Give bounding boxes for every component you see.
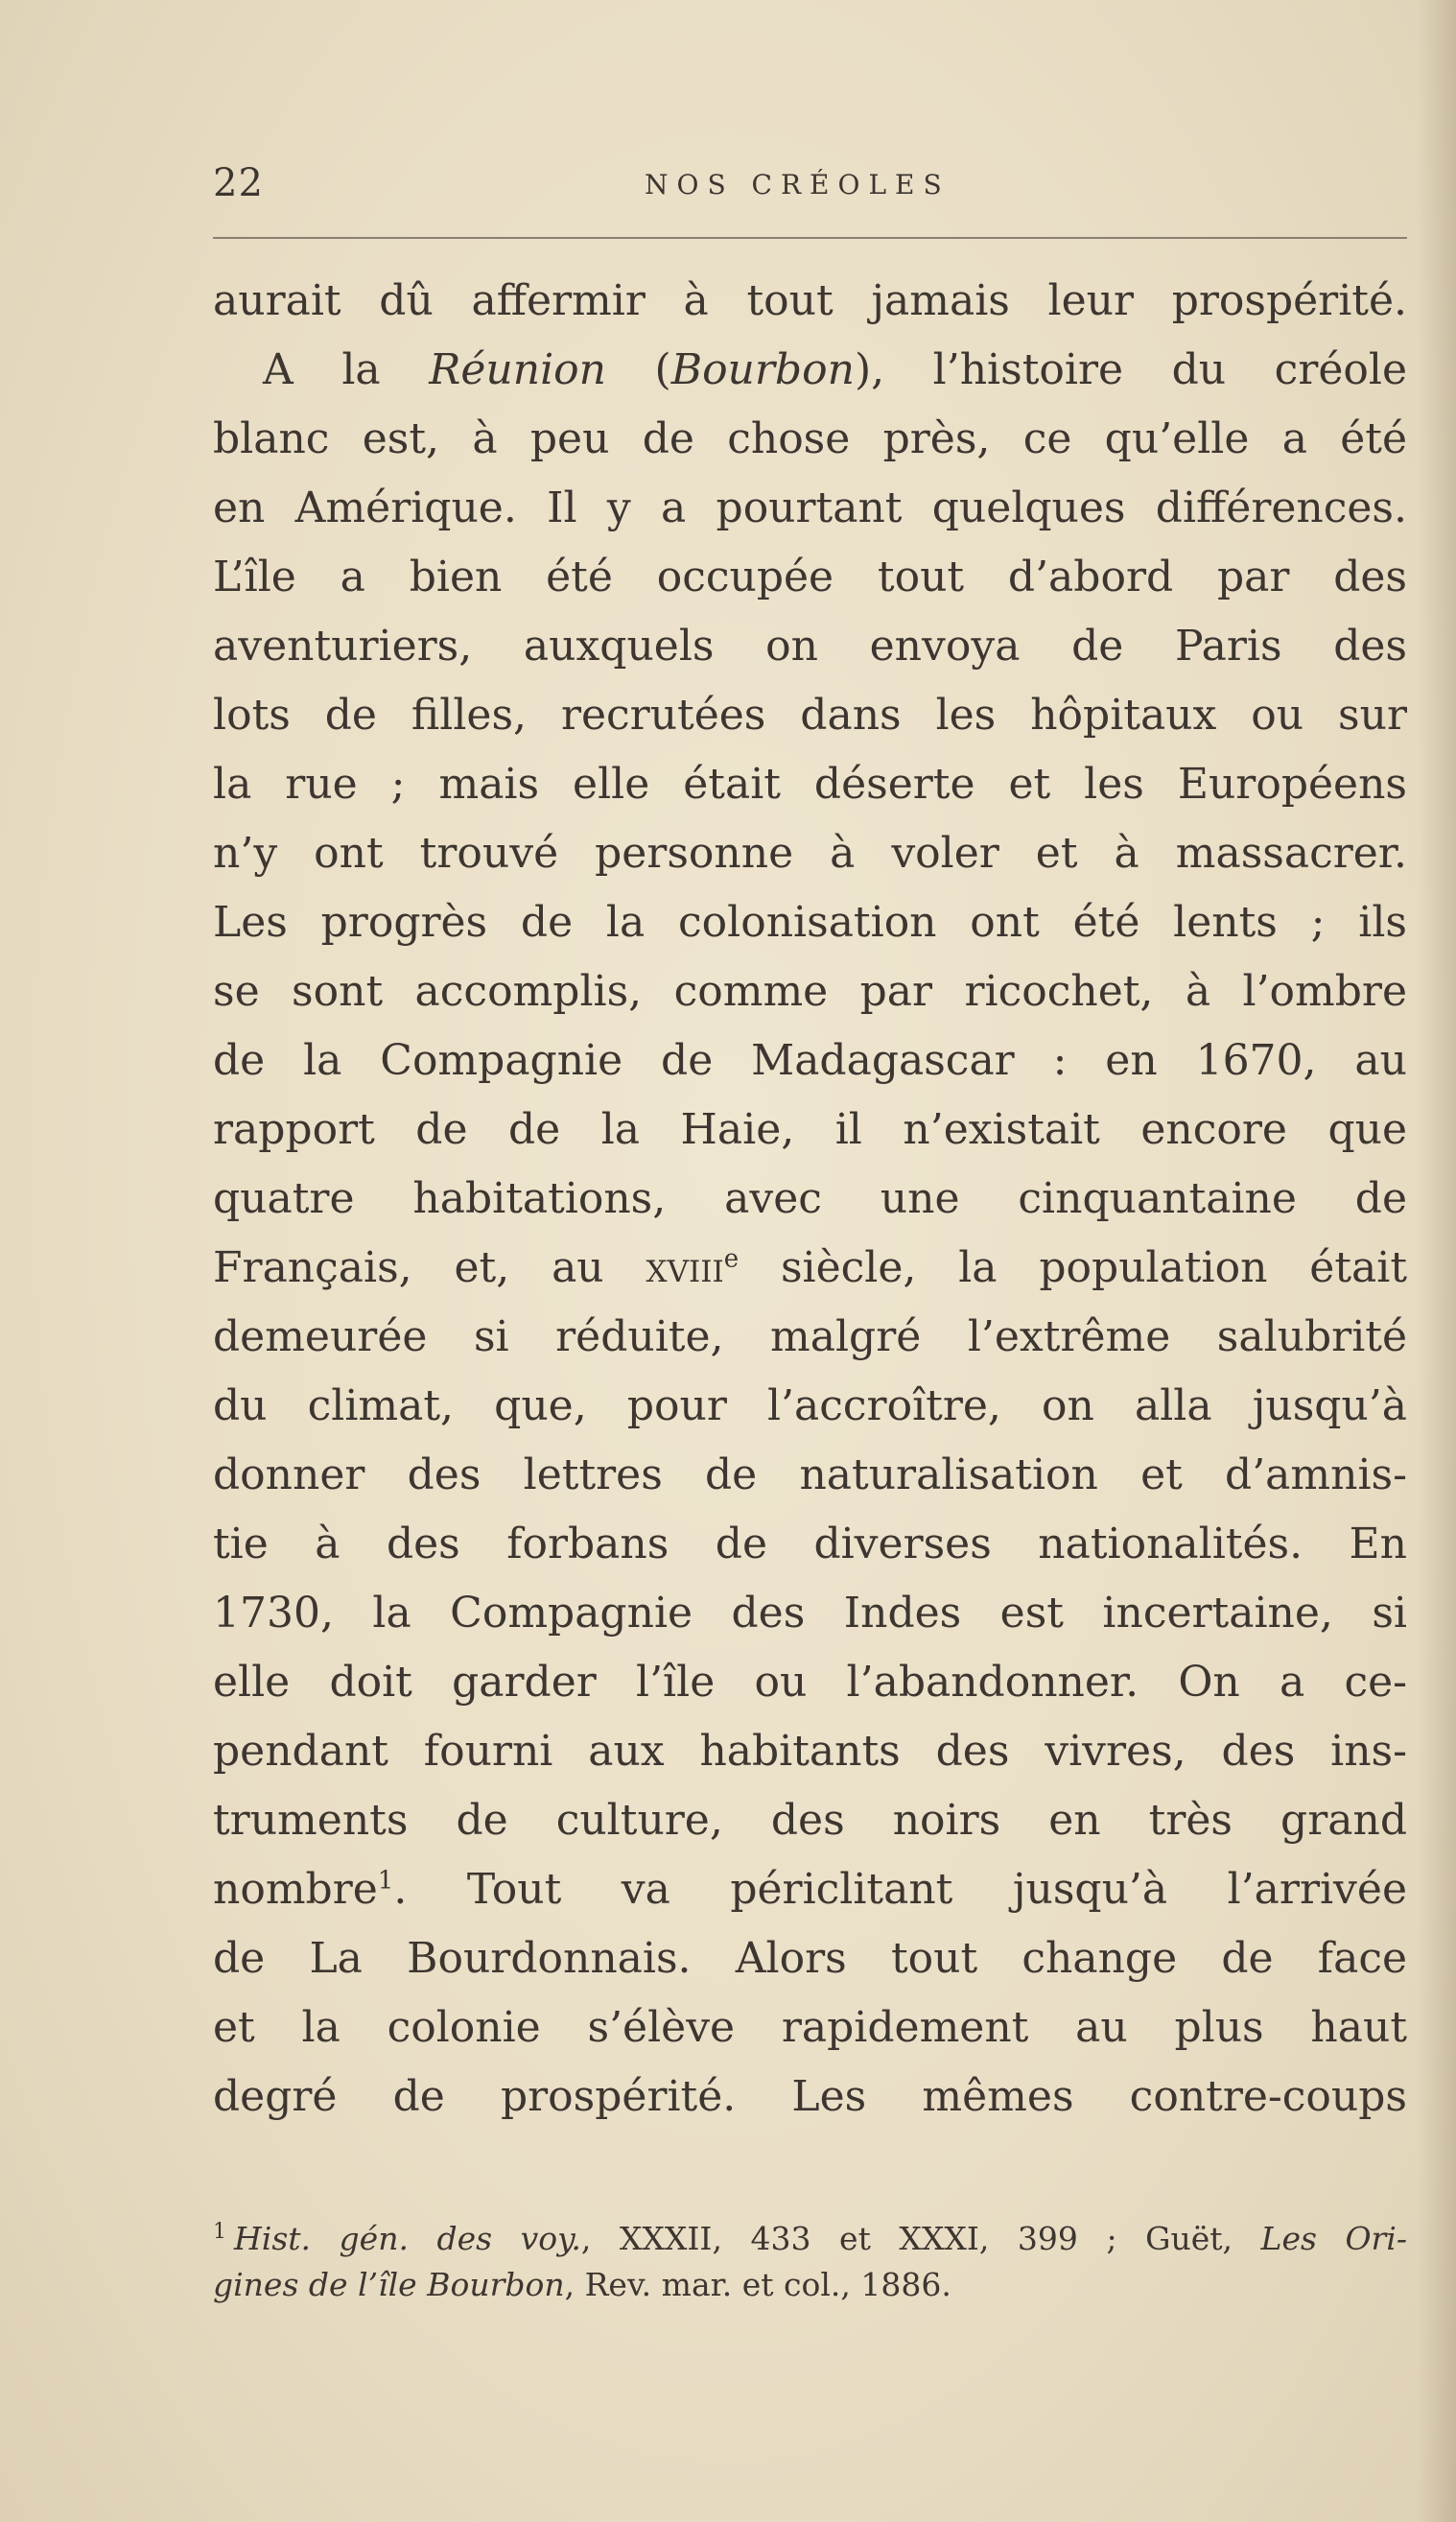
- text-segment: ), l’histoire du créole: [854, 345, 1407, 394]
- text-line: truments de culture, des noirs en très grand: [213, 1796, 1407, 1845]
- text-line: Les progrès de la colonisation ont été lents ; ils: [213, 898, 1407, 947]
- text-line: demeurée si réduite, malgré l’extrême salubrité: [213, 1312, 1407, 1361]
- text-segment: (: [605, 345, 671, 394]
- footnote-text: , Rev. mar. et col., 1886.: [564, 2266, 951, 2303]
- footnote-text: , XXXII, 433 et XXXI, 399 ; Guët,: [580, 2220, 1261, 2257]
- footnote-title: Les Ori-: [1260, 2220, 1407, 2257]
- text-segment: . Tout va périclitant jusqu’à l’arrivée: [393, 1865, 1407, 1914]
- place-name-reunion: Réunion: [429, 345, 606, 394]
- text-line: de la Compagnie de Madagascar : en 1670, au: [213, 1036, 1407, 1085]
- text-line: tie à des forbans de diverses nationalités. En: [213, 1520, 1407, 1568]
- text-line: [213, 336, 1407, 405]
- page-header: [213, 161, 1407, 209]
- text-line: aventuriers, auxquels on envoya de Paris des: [213, 622, 1407, 671]
- text-line: de La Bourdonnais. Alors tout change de face: [213, 1934, 1407, 1983]
- footnote-title: Hist. gén. des voy.: [234, 2220, 581, 2257]
- text-segment: Français, et, au: [213, 1243, 646, 1292]
- header-rule: [213, 237, 1407, 239]
- text-line: se sont accomplis, comme par ricochet, à l’ombre: [213, 967, 1407, 1016]
- text-line: rapport de de la Haie, il n’existait encore que: [213, 1105, 1407, 1154]
- footnote-mark: 1: [213, 2220, 226, 2244]
- text-line: [213, 1234, 1407, 1303]
- text-line: [213, 1855, 1407, 1924]
- text-line: et la colonie s’élève rapidement au plus haut: [213, 2003, 1407, 2052]
- text-segment: A la: [263, 345, 430, 394]
- text-line: la rue ; mais elle était déserte et les Européens: [213, 760, 1407, 809]
- text-line: pendant fourni aux habitants des vivres, des ins-: [213, 1727, 1407, 1776]
- footnote-title: gines de l’île Bourbon: [213, 2266, 565, 2303]
- page-number: 22: [213, 161, 264, 205]
- body-text: [213, 267, 1407, 2132]
- century-superscript: e: [723, 1244, 740, 1274]
- text-segment: nombre: [213, 1865, 378, 1914]
- text-line: du climat, que, pour l’accroître, on alla jusqu’à: [213, 1381, 1407, 1430]
- text-line: aurait dû affermir à tout jamais leur prospérité.: [213, 276, 1407, 325]
- running-title: NOS CRÉOLES: [645, 169, 951, 200]
- text-line: n’y ont trouvé personne à voler et à massacrer.: [213, 829, 1407, 878]
- text-segment: siècle, la population était: [739, 1243, 1407, 1292]
- text-line: degré de prospérité. Les mêmes contre-coups: [213, 2072, 1407, 2121]
- text-line: L’île a bien été occupée tout d’abord par des: [213, 553, 1407, 601]
- footnote-line: [213, 2216, 1407, 2262]
- place-name-bourbon: Bourbon: [670, 345, 855, 394]
- text-line: 1730, la Compagnie des Indes est incertaine, si: [213, 1589, 1407, 1638]
- footnote: [213, 2216, 1407, 2308]
- footnote-line: [213, 2262, 1407, 2308]
- text-line: elle doit garder l’île ou l’abandonner. On a ce-: [213, 1658, 1407, 1707]
- page-edge-shadow: [1418, 0, 1456, 2522]
- footnote-reference[interactable]: 1: [377, 1866, 394, 1896]
- text-line: quatre habitations, avec une cinquantaine de: [213, 1174, 1407, 1223]
- text-line: lots de filles, recrutées dans les hôpitaux ou sur: [213, 691, 1407, 740]
- text-line: en Amérique. Il y a pourtant quelques différences.: [213, 483, 1407, 532]
- text-line: donner des lettres de naturalisation et d’amnis-: [213, 1450, 1407, 1499]
- century-numeral: xviii: [646, 1243, 724, 1292]
- text-line: blanc est, à peu de chose près, ce qu’elle a été: [213, 414, 1407, 463]
